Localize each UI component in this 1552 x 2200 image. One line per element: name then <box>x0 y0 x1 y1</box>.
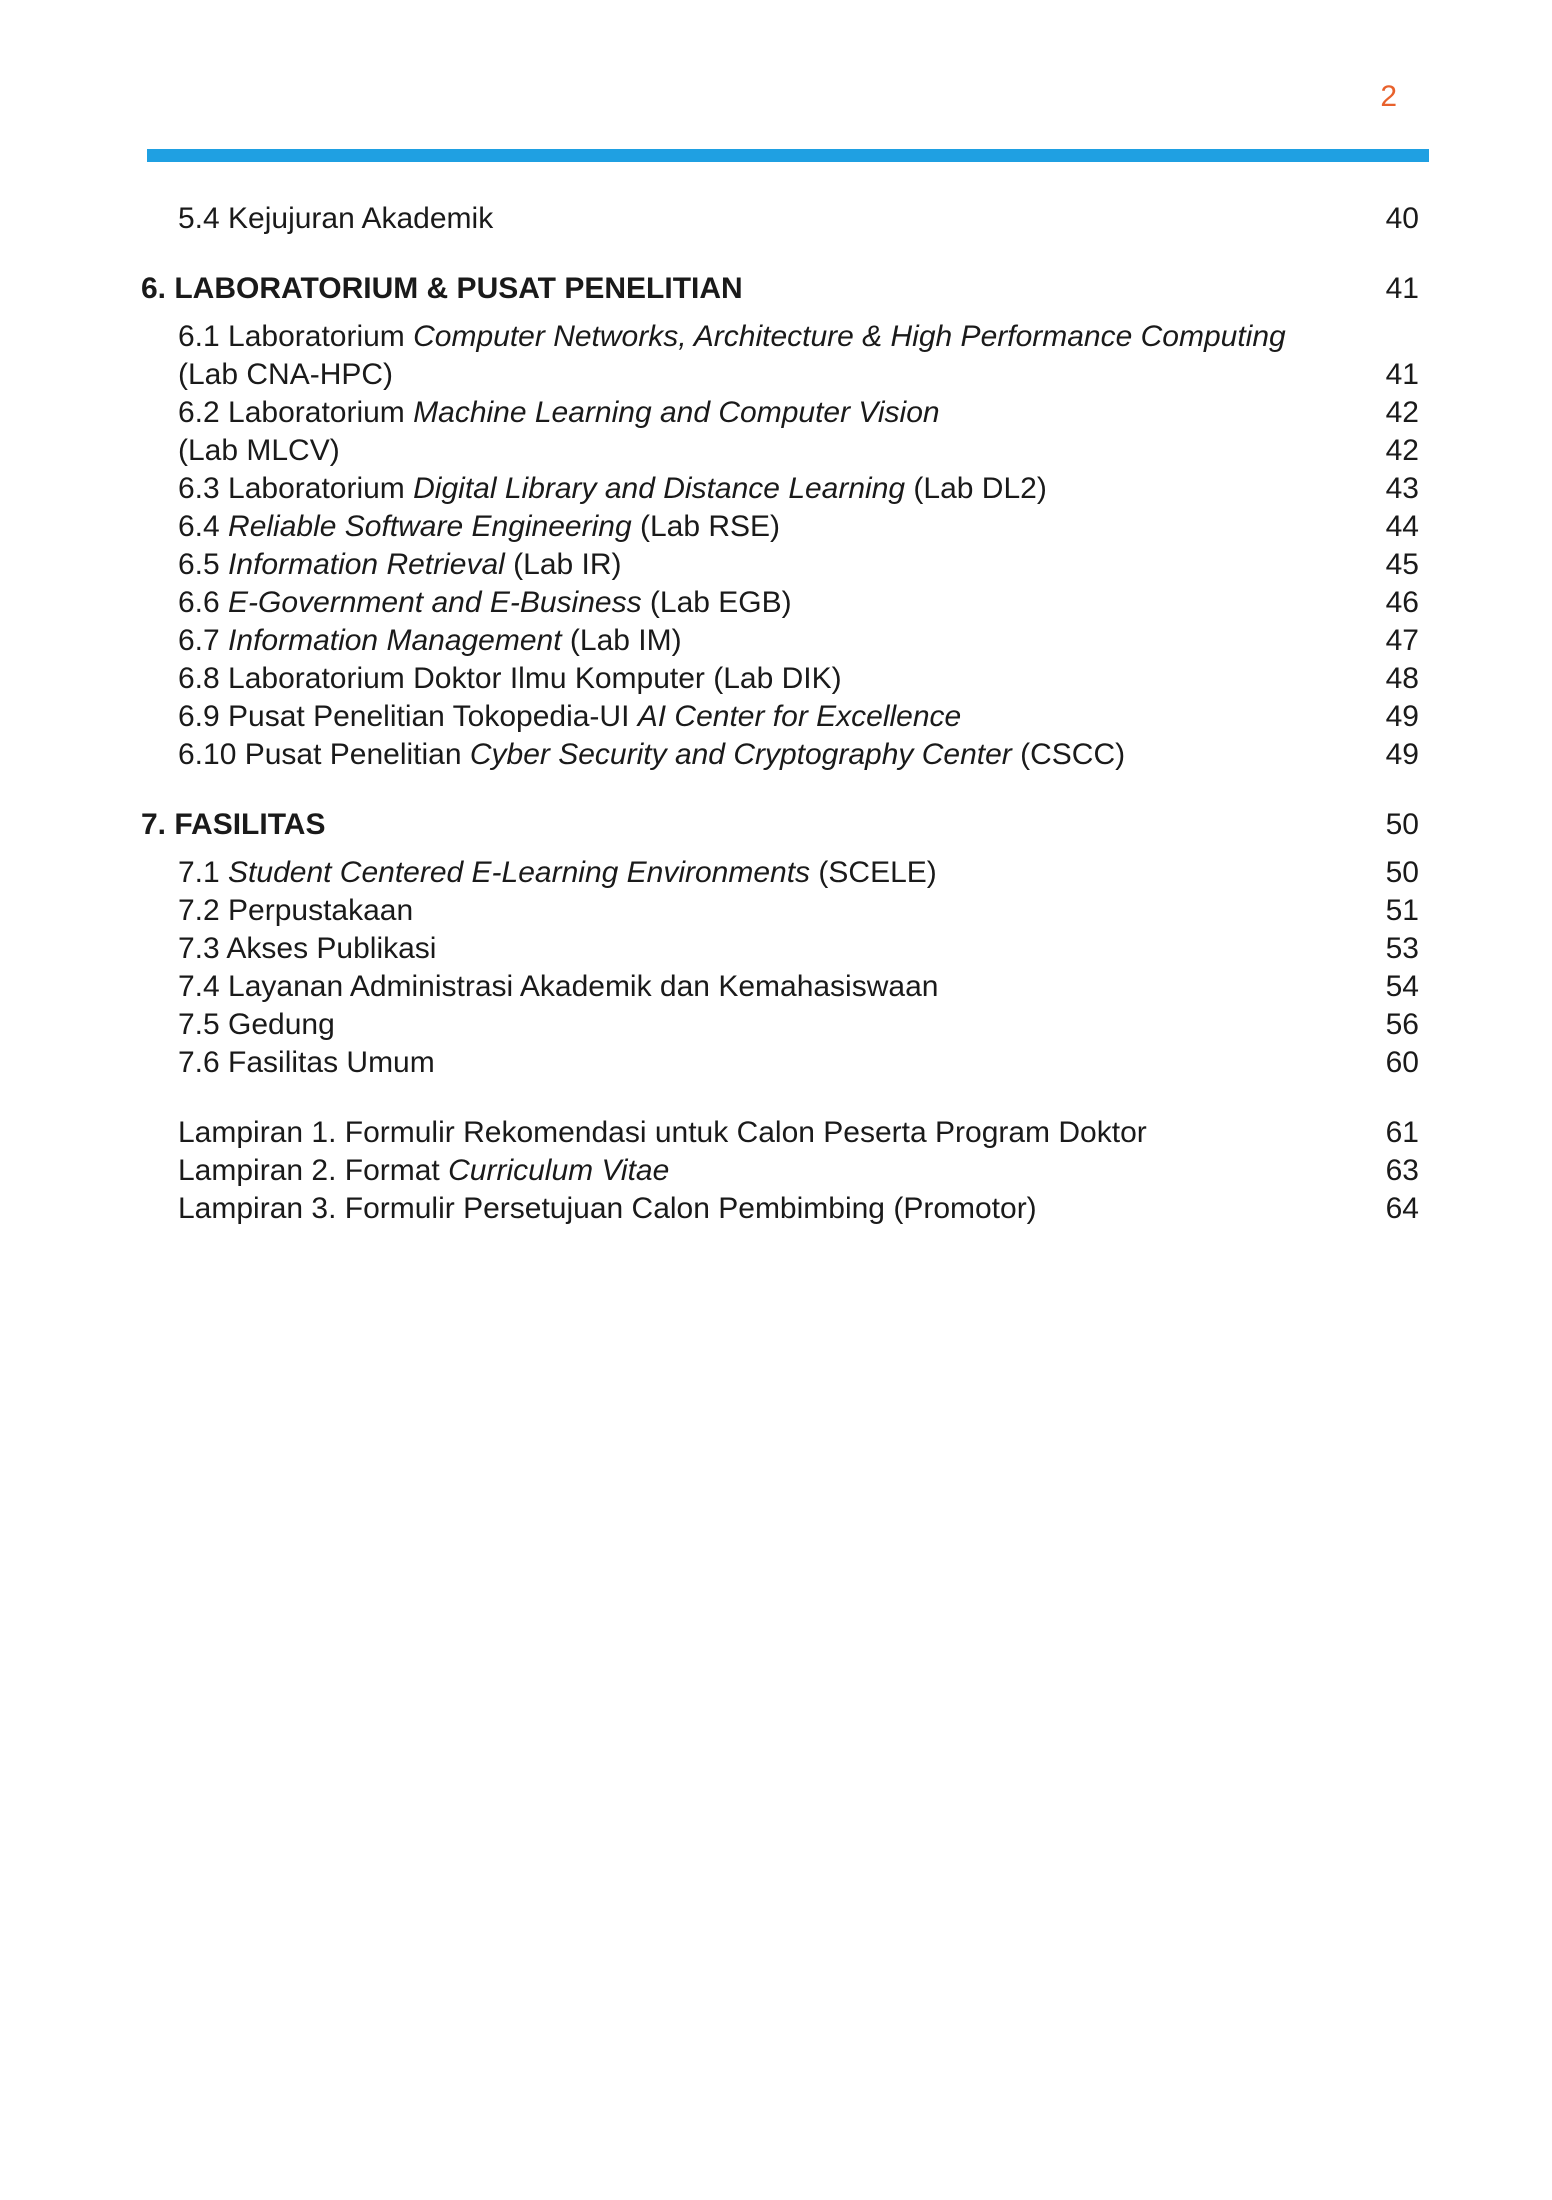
toc-entry-page: 49 <box>1385 738 1419 771</box>
toc-entry-6-3[interactable] <box>141 470 1419 508</box>
toc-entry-page: 50 <box>1385 856 1419 889</box>
toc-entry-italic: Digital Library and Distance Learning <box>413 472 906 505</box>
toc-entry-6-1-line2[interactable] <box>141 356 1419 394</box>
toc-entry-label <box>178 546 1369 584</box>
toc-entry-7-6[interactable] <box>141 1044 1419 1082</box>
toc-entry-6-9[interactable] <box>141 698 1419 736</box>
toc-entry-6-4[interactable] <box>141 508 1419 546</box>
toc-section-page: 41 <box>1385 272 1419 305</box>
toc-entry-label: 7.4 Layanan Administrasi Akademik dan Kemahasiswaan <box>178 970 939 1003</box>
toc-entry-label <box>178 318 1369 356</box>
toc-entry-suffix: (Lab DL2) <box>905 472 1047 505</box>
toc-entry-label: 7.2 Perpustakaan <box>178 894 414 927</box>
toc-section-6[interactable] <box>141 270 1419 308</box>
toc-entry-label: 7.6 Fasilitas Umum <box>178 1046 435 1079</box>
toc-entry-italic: Computer Networks, Architecture & High Performance Computing <box>413 320 1286 353</box>
toc-entry-page: 63 <box>1385 1154 1419 1187</box>
toc-entry-page: 53 <box>1385 932 1419 965</box>
toc-entry-page: 42 <box>1385 434 1419 467</box>
toc-entry-suffix: (Lab IR) <box>504 548 622 581</box>
toc-appendix-1[interactable] <box>141 1114 1419 1152</box>
table-of-contents <box>141 200 1419 1228</box>
toc-entry-6-2-line2[interactable] <box>141 432 1419 470</box>
toc-entry-6-2[interactable] <box>141 394 1419 432</box>
toc-entry-page: 43 <box>1385 472 1419 505</box>
toc-entry-prefix: 6.6 <box>178 586 229 619</box>
toc-entry-page: 48 <box>1385 662 1419 695</box>
toc-entry-page: 56 <box>1385 1008 1419 1041</box>
page-number: 2 <box>1380 80 1397 113</box>
toc-entry-prefix: 7.1 <box>178 856 229 889</box>
toc-entry-7-1[interactable] <box>141 854 1419 892</box>
toc-entry-label <box>178 470 1369 508</box>
header-rule <box>147 149 1429 162</box>
toc-entry-label: 5.4 Kejujuran Akademik <box>178 202 494 235</box>
toc-entry-label: 7.3 Akses Publikasi <box>178 932 437 965</box>
toc-entry-label <box>178 584 1369 622</box>
toc-entry-suffix: (SCELE) <box>810 856 937 889</box>
toc-entry-6-5[interactable] <box>141 546 1419 584</box>
toc-entry-6-6[interactable] <box>141 584 1419 622</box>
toc-entry-prefix: 6.4 <box>178 510 229 543</box>
toc-entry-label <box>178 736 1369 774</box>
toc-section-label: 6. LABORATORIUM & PUSAT PENELITIAN <box>141 272 743 305</box>
toc-entry-italic: E-Government and E-Business <box>228 586 642 619</box>
toc-appendix-2[interactable] <box>141 1152 1419 1190</box>
toc-entry-italic: Information Management <box>228 624 562 657</box>
toc-entry-7-4[interactable] <box>141 968 1419 1006</box>
toc-entry-page: 42 <box>1385 396 1419 429</box>
toc-entry-italic: Reliable Software Engineering <box>228 510 632 543</box>
toc-entry-prefix: 6.1 Laboratorium <box>178 320 414 353</box>
toc-entry-page: 54 <box>1385 970 1419 1003</box>
toc-entry-prefix: 6.3 Laboratorium <box>178 472 414 505</box>
toc-entry-italic: AI Center for Excellence <box>637 700 962 733</box>
toc-entry-label: (Lab CNA-HPC) <box>178 358 394 391</box>
toc-entry-6-10[interactable] <box>141 736 1419 774</box>
toc-entry-label: 6.8 Laboratorium Doktor Ilmu Komputer (Lab DIK) <box>178 662 842 695</box>
toc-entry-page: 40 <box>1385 202 1419 235</box>
toc-section-7[interactable] <box>141 806 1419 844</box>
toc-entry-italic: Student Centered E-Learning Environments <box>228 856 811 889</box>
toc-entry-page: 49 <box>1385 700 1419 733</box>
toc-entry-italic: Cyber Security and Cryptography Center <box>469 738 1012 771</box>
toc-entry-6-8[interactable] <box>141 660 1419 698</box>
toc-section-label: 7. FASILITAS <box>141 808 326 841</box>
toc-entry-7-3[interactable] <box>141 930 1419 968</box>
toc-entry-italic: Information Retrieval <box>228 548 505 581</box>
toc-entry-label: 7.5 Gedung <box>178 1008 335 1041</box>
toc-entry-prefix: 6.7 <box>178 624 229 657</box>
toc-entry-5-4[interactable] <box>141 200 1419 238</box>
toc-entry-page: 44 <box>1385 510 1419 543</box>
toc-entry-suffix: (CSCC) <box>1011 738 1126 771</box>
toc-entry-label <box>178 854 1369 892</box>
toc-entry-page: 47 <box>1385 624 1419 657</box>
toc-entry-italic: Curriculum Vitae <box>448 1154 670 1187</box>
toc-entry-label <box>178 394 1369 432</box>
toc-entry-label: Lampiran 3. Formulir Persetujuan Calon Pembimbing (Promotor) <box>178 1192 1037 1225</box>
toc-entry-6-7[interactable] <box>141 622 1419 660</box>
toc-entry-label <box>178 622 1369 660</box>
toc-entry-page: 61 <box>1385 1116 1419 1149</box>
toc-entry-suffix: (Lab IM) <box>561 624 682 657</box>
toc-entry-page: 64 <box>1385 1192 1419 1225</box>
toc-entry-page: 51 <box>1385 894 1419 927</box>
toc-entry-label <box>178 698 1369 736</box>
toc-entry-prefix: 6.2 Laboratorium <box>178 396 414 429</box>
toc-entry-7-5[interactable] <box>141 1006 1419 1044</box>
toc-entry-prefix: 6.10 Pusat Penelitian <box>178 738 470 771</box>
toc-entry-suffix: (Lab EGB) <box>641 586 792 619</box>
toc-entry-italic: Machine Learning and Computer Vision <box>413 396 940 429</box>
toc-entry-label: (Lab MLCV) <box>178 434 340 467</box>
toc-entry-6-1[interactable] <box>141 318 1419 356</box>
toc-entry-label <box>178 1152 1369 1190</box>
toc-entry-label <box>178 508 1369 546</box>
toc-entry-page: 45 <box>1385 548 1419 581</box>
toc-entry-page: 46 <box>1385 586 1419 619</box>
toc-entry-prefix: 6.9 Pusat Penelitian Tokopedia-UI <box>178 700 638 733</box>
toc-entry-page: 60 <box>1385 1046 1419 1079</box>
toc-entry-prefix: 6.5 <box>178 548 229 581</box>
toc-entry-prefix: Lampiran 2. Format <box>178 1154 449 1187</box>
toc-entry-suffix: (Lab RSE) <box>631 510 781 543</box>
toc-section-page: 50 <box>1385 808 1419 841</box>
toc-appendix-3[interactable] <box>141 1190 1419 1228</box>
toc-entry-page: 41 <box>1385 358 1419 391</box>
toc-entry-label: Lampiran 1. Formulir Rekomendasi untuk Calon Peserta Program Doktor <box>178 1116 1147 1149</box>
toc-entry-7-2[interactable] <box>141 892 1419 930</box>
